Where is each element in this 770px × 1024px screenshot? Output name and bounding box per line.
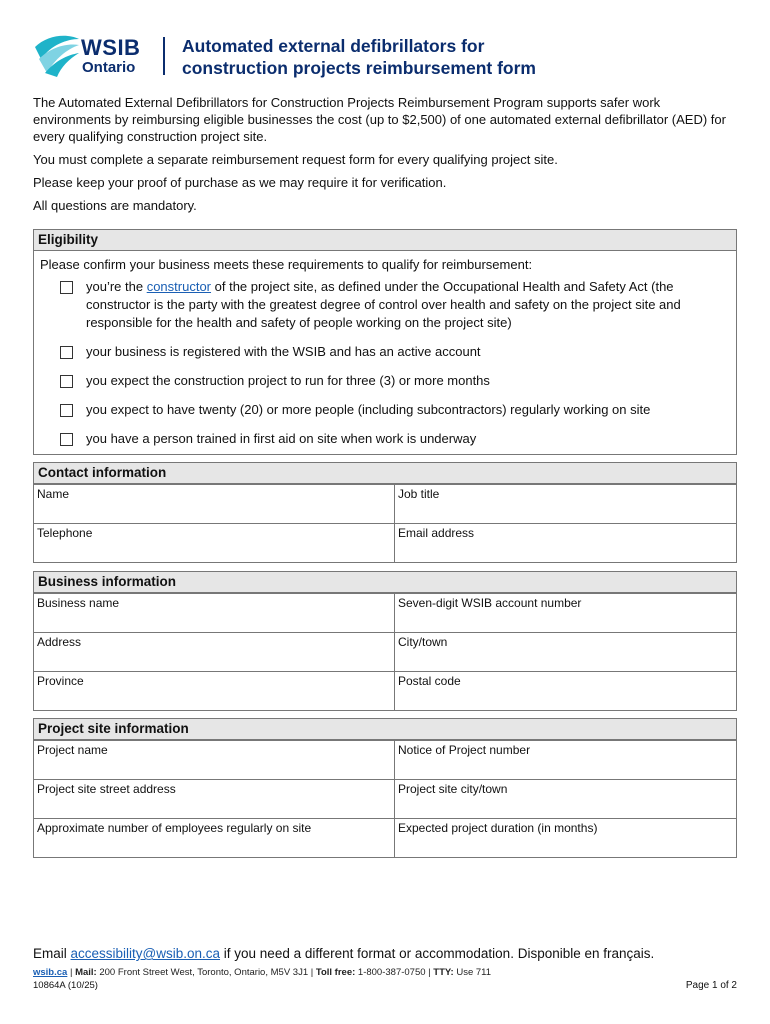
intro-paragraph: The Automated External Defibrillators for Construction Projects Reimbursement Program supports safer work environments by reimbursing eligible businesses the cost (up to $2,500) of one automated external defibrillator (AED) for every qualifying construction project site.	[33, 95, 726, 144]
footer-text: Email	[33, 946, 71, 961]
form-code: 10864A (10/25)	[33, 980, 98, 991]
item-text: your business is registered with the WSIB and has an active account	[86, 344, 481, 359]
eligibility-item-first-aid	[60, 430, 736, 448]
postal-code-field[interactable]: Postal code	[398, 674, 461, 688]
tty-label: TTY:	[433, 967, 454, 978]
item-text: you expect to have twenty (20) or more people (including subcontractors) regularly working on site	[86, 402, 651, 417]
wsib-swoosh-icon	[33, 33, 83, 79]
project-section	[33, 718, 737, 858]
intro-paragraph: You must complete a separate reimbursement request form for every qualifying project site.	[33, 152, 558, 167]
footer-accessibility	[33, 946, 654, 961]
eligibility-item-constructor	[60, 278, 736, 332]
item-text: you expect the construction project to run for three (3) or more months	[86, 373, 490, 388]
checkbox-duration[interactable]	[60, 375, 73, 388]
mail-label: Mail:	[75, 967, 97, 978]
title-line-2: construction projects reimbursement form	[182, 58, 536, 78]
project-name-field[interactable]: Project name	[34, 741, 395, 779]
checkbox-constructor[interactable]	[60, 281, 73, 294]
account-number-field[interactable]: Seven-digit WSIB account number	[398, 596, 582, 610]
mail-text: 200 Front Street West, Toronto, Ontario, M5V 3J1	[99, 967, 309, 978]
business-name-field[interactable]: Business name	[34, 594, 395, 632]
item-text: you’re the	[86, 279, 147, 294]
checkbox-registered[interactable]	[60, 346, 73, 359]
project-header: Project site information	[34, 719, 736, 740]
footer-contact: wsib.ca | Mail: 200 Front Street West, Toronto, Ontario, M5V 3J1 | Toll free: 1-800-387-0750 | TTY: Use 711	[33, 967, 492, 978]
intro-paragraph: Please keep your proof of purchase as we may require it for verification.	[33, 175, 447, 190]
eligibility-item-workers	[60, 401, 736, 419]
duration-field[interactable]: Expected project duration (in months)	[398, 821, 598, 835]
business-header: Business information	[34, 572, 736, 593]
contact-section	[33, 462, 737, 563]
eligibility-section	[33, 229, 737, 455]
eligibility-prompt: Please confirm your business meets these requirements to qualify for reimbursement:	[40, 257, 533, 272]
eligibility-item-duration	[60, 372, 736, 390]
email-field[interactable]: Email address	[398, 526, 475, 540]
title-line-1: Automated external defibrillators for	[182, 36, 485, 56]
tollfree-label: Toll free:	[315, 967, 356, 978]
business-section	[33, 571, 737, 711]
contact-header: Contact information	[34, 463, 736, 484]
title-divider	[163, 37, 165, 75]
tollfree-text: 1-800-387-0750	[357, 967, 426, 978]
checkbox-workers[interactable]	[60, 404, 73, 417]
tty-text: Use 711	[456, 967, 492, 978]
item-text: of the project site, as defined under the Occupational Health and Safety Act (the constructor is the party with the greatest degree of control over health and safety on the project site and responsible for the health and safety of people working on the project site)	[86, 279, 681, 330]
footer-text: if you need a different format or accommodation. Disponible en français.	[220, 946, 655, 961]
logo-text-ontario: Ontario	[82, 59, 136, 76]
intro-paragraph: All questions are mandatory.	[33, 198, 197, 213]
eligibility-header: Eligibility	[34, 230, 736, 251]
intro-text	[33, 94, 738, 220]
constructor-link[interactable]: constructor	[146, 279, 212, 294]
page-number: Page 1 of 2	[685, 980, 737, 991]
notice-number-field[interactable]: Notice of Project number	[398, 743, 531, 757]
project-city-field[interactable]: Project site city/town	[398, 782, 508, 796]
item-text: you have a person trained in first aid on site when work is underway	[86, 431, 477, 446]
eligibility-item-registered	[60, 343, 736, 361]
job-title-field[interactable]: Job title	[398, 487, 440, 501]
wsib-site-link[interactable]: wsib.ca	[33, 967, 68, 978]
wsib-logo	[33, 33, 155, 79]
province-field[interactable]: Province	[34, 672, 395, 710]
city-field[interactable]: City/town	[398, 635, 448, 649]
name-field[interactable]: Name	[34, 485, 395, 523]
address-field[interactable]: Address	[34, 633, 395, 671]
telephone-field[interactable]: Telephone	[34, 524, 395, 562]
accessibility-email-link[interactable]: accessibility@wsib.on.ca	[70, 946, 221, 961]
checkbox-first-aid[interactable]	[60, 433, 73, 446]
employees-field[interactable]: Approximate number of employees regularly on site	[34, 819, 395, 857]
page-title	[182, 35, 536, 79]
logo-text-wsib: WSIB	[81, 35, 141, 60]
project-street-field[interactable]: Project site street address	[34, 780, 395, 818]
